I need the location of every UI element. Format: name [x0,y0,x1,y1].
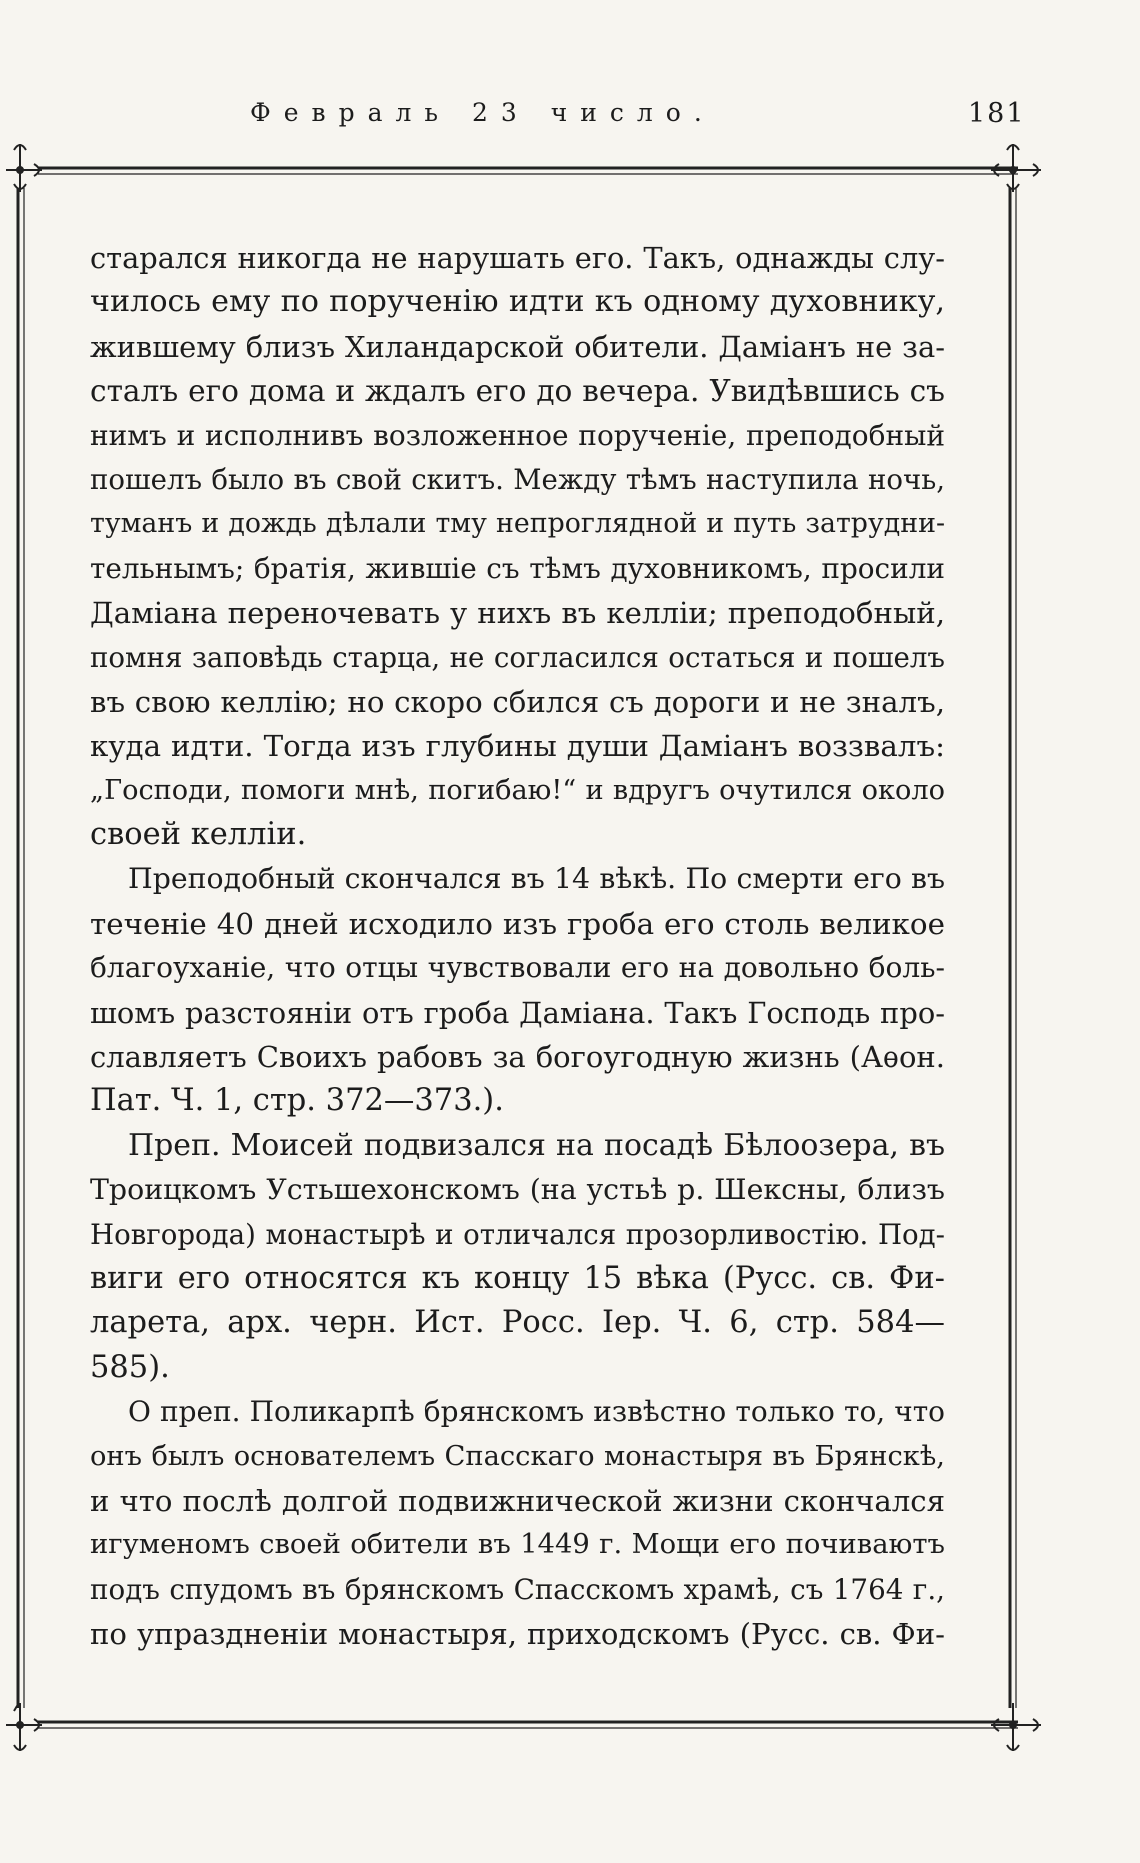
text-line: шомъ разстояніи отъ гроба Даміана. Такъ Господь про- [90,995,945,1030]
text-line: пошелъ было въ свой скитъ. Между тѣмъ наступила ночь, [90,462,945,496]
text-line: сталъ его дома и ждалъ его до вечера. Увидѣвшись съ [90,374,945,409]
text-line: ларета, арх. черн. Ист. Росс. Іер. Ч. 6, стр. 584— [90,1305,945,1341]
text-line: О преп. Поликарпѣ брянскомъ извѣстно только то, что [128,1395,945,1429]
text-line: благоуханіе, что отцы чувствовали его на довольно боль- [90,951,945,985]
ornamental-cross-icon [6,144,42,192]
text-line: нимъ и исполнивъ возложенное порученіе, преподобный [90,418,945,452]
ornamental-cross-icon [991,1703,1041,1751]
text-line: 585). [90,1349,170,1385]
text-line: Троицкомъ Устьшехонскомъ (на устьѣ р. Шексны, близъ [90,1173,945,1207]
text-line: по упраздненіи монастыря, приходскомъ (Русс. св. Фи- [90,1617,945,1652]
text-line: Преподобный скончался въ 14 вѣкѣ. По смерти его въ [128,862,945,896]
text-line: въ свою келлію; но скоро сбился съ дороги и не зналъ, [90,684,945,719]
text-line: подъ спудомъ въ брянскомъ Спасскомъ храмѣ, съ 1764 г., [90,1572,945,1606]
text-line: Пат. Ч. 1, стр. 372—373.). [90,1083,504,1119]
body-text [90,236,945,1657]
ornamental-cross-icon [6,1703,42,1751]
text-line: чилось ему по порученію идти къ одному духовнику, [90,284,945,320]
text-line: теченіе 40 дней исходило изъ гроба его столь великое [90,906,945,941]
page-number: 181 [968,98,1026,129]
text-line: „Господи, помоги мнѣ, погибаю!“ и вдругъ очутился около [90,774,945,806]
text-line: и что послѣ долгой подвижнической жизни скончался [90,1483,945,1518]
text-line: славляетъ Своихъ рабовъ за богоугодную жизнь (Аѳон. [90,1040,945,1075]
text-line: тельнымъ; братія, жившіе съ тѣмъ духовникомъ, просили [90,551,945,585]
text-line: Новгорода) монастырѣ и отличался прозорливостію. Под- [90,1217,945,1251]
text-line: туманъ и дождь дѣлали тму непроглядной и путь затрудни- [90,508,945,540]
text-line: жившему близъ Хиландарской обители. Даміанъ не за- [90,329,945,364]
running-title: Февраль 23 число. [250,98,715,127]
text-line: своей келліи. [90,817,307,853]
text-line: виги его относятся къ концу 15 вѣка (Русс. св. Фи- [90,1260,945,1296]
text-line: Преп. Моисей подвизался на посадѣ Бѣлоозера, въ [128,1127,945,1163]
text-line: старался никогда не нарушать его. Такъ, однажды слу- [90,241,945,275]
text-line: помня заповѣдь старца, не согласился остаться и пошелъ [90,640,945,674]
text-line: игуменомъ своей обители въ 1449 г. Мощи его почиваютъ [90,1529,945,1561]
text-line: онъ былъ основателемъ Спасскаго монастыря въ Брянскѣ, [90,1440,945,1472]
text-line: Даміана переночевать у нихъ въ келліи; преподобный, [90,596,945,631]
text-line: куда идти. Тогда изъ глубины души Даміанъ воззвалъ: [90,729,945,764]
